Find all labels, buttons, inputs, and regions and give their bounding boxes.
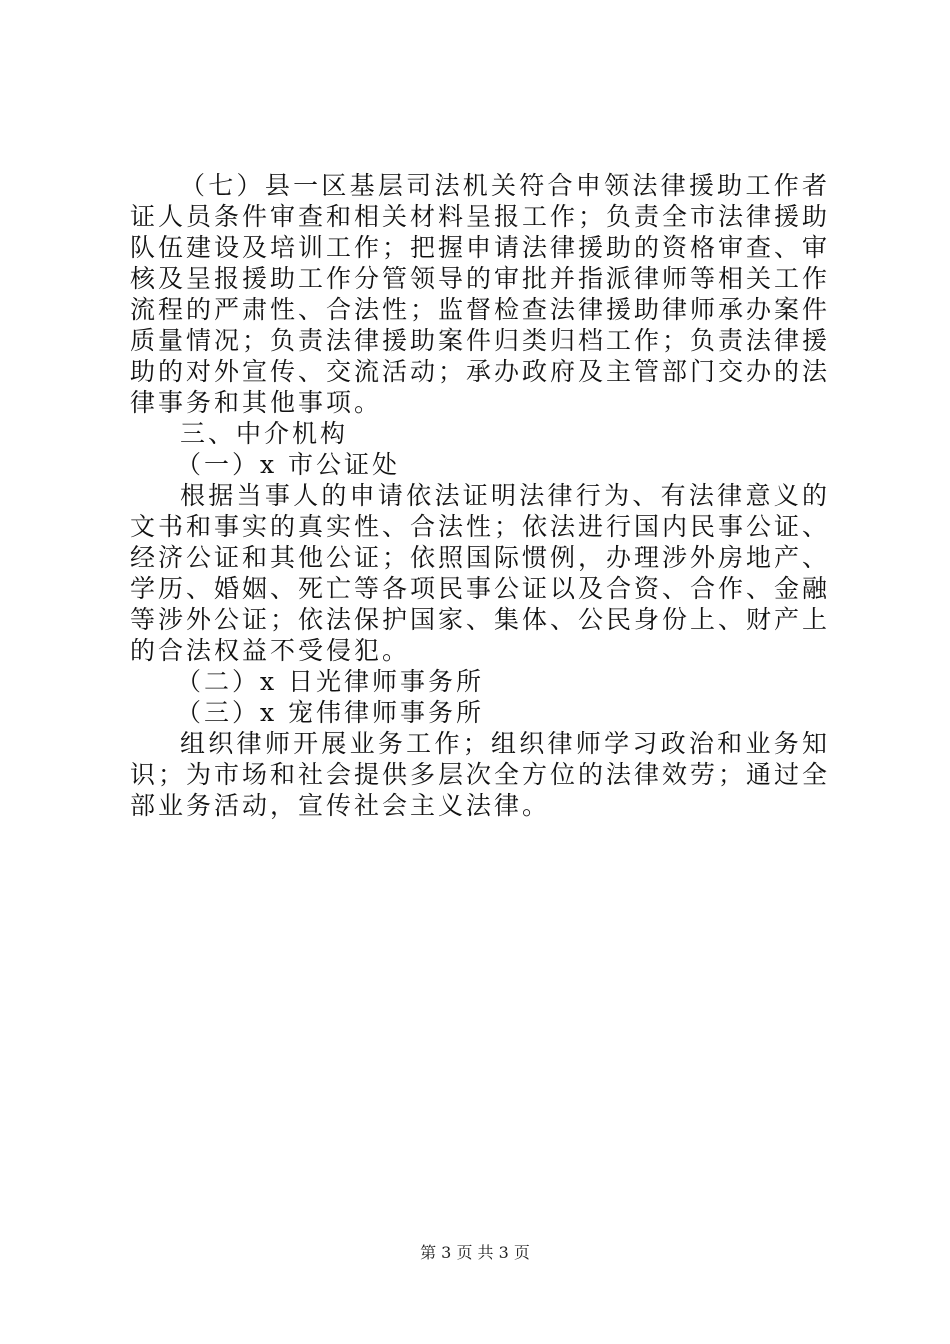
section-heading-intermediary: 三、中介机构: [180, 419, 349, 448]
paragraph-legal-aid-duties: （七）县一区基层司法机关符合申领法律援助工作者证人员条件审查和相关材料呈报工作；负责全市法律援助队伍建设及培训工作；把握申请法律援助的资格审查、审核及呈报援助工作分管领导的审批并指派律师等相关工作流程的严肃性、合法性；监督检查法律援助律师承办案件质量情况；负责法律援助案件归类归档工作；负责法律援助的对外宣传、交流活动；承办政府及主管部门交办的法律事务和其他事项。: [130, 171, 831, 417]
page-footer: 第 3 页 共 3 页: [420, 1243, 530, 1262]
subheading-rigang-law-firm: （二）x 日光律师事务所: [176, 667, 485, 696]
document-body: [130, 170, 830, 821]
subheading-chongwei-law-firm: （三）x 宠伟律师事务所: [176, 698, 485, 727]
subheading-notary-office: （一）x 市公证处: [176, 450, 401, 479]
paragraph-notary-duties: 根据当事人的申请依法证明法律行为、有法律意义的文书和事实的真实性、合法性；依法进行国内民事公证、经济公证和其他公证；依照国际惯例，办理涉外房地产、学历、婚姻、死亡等各项民事公证以及合资、合作、金融等涉外公证；依法保护国家、集体、公民身份上、财产上的合法权益不受侵犯。: [130, 481, 831, 665]
paragraph-law-firm-duties: 组织律师开展业务工作；组织律师学习政治和业务知识；为市场和社会提供多层次全方位的法律效劳；通过全部业务活动，宣传社会主义法律。: [130, 729, 831, 820]
